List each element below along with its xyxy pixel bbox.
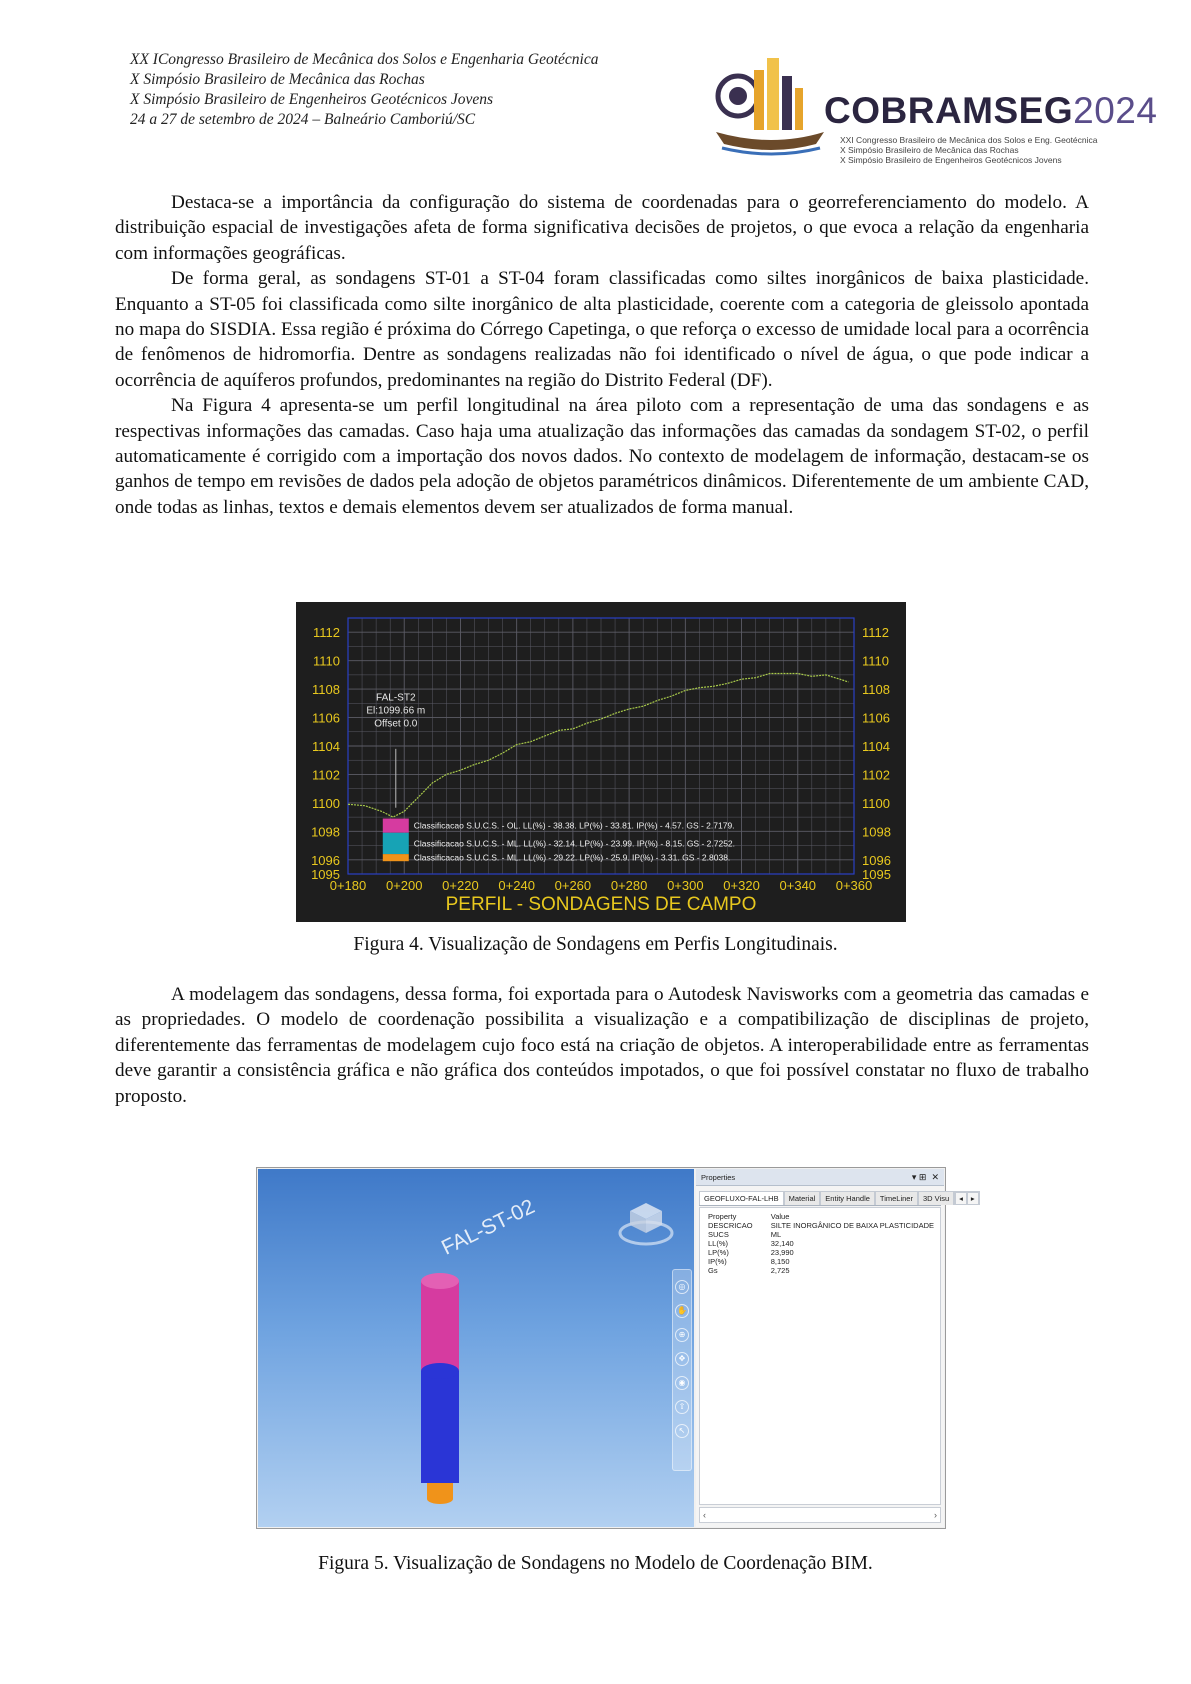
y-tick-label-right: 1095 bbox=[862, 867, 891, 882]
3d-viewport[interactable] bbox=[258, 1169, 694, 1527]
conference-header bbox=[130, 50, 730, 130]
y-tick-label-left: 1112 bbox=[313, 625, 340, 641]
property-name: SUCS bbox=[708, 1230, 729, 1239]
header-line: X Simpósio Brasileiro de Engenheiros Geotécnicos Jovens bbox=[130, 91, 494, 108]
tab-material[interactable]: Material bbox=[784, 1191, 821, 1205]
pan-icon[interactable]: ✋ bbox=[675, 1304, 689, 1318]
properties-table bbox=[706, 1212, 936, 1275]
select-icon[interactable]: ↖ bbox=[675, 1424, 689, 1438]
y-tick-label-right: 1106 bbox=[862, 710, 890, 726]
paragraph: A modelagem das sondagens, dessa forma, foi exportada para o Autodesk Navisworks com a geometria das camadas e as propriedades. O modelo de coordenação possibilita a visualização e a compatibilização de disciplinas de projeto, diferentemente das ferramentas de modelagem cujo foco está na criação de objetos. A interoperabilidade entre as ferramentas deve garantir a consistência gráfica e não gráfica dos conteúdos impotados, o que foi possível constatar no fluxo de trabalho proposto. bbox=[115, 984, 1089, 1107]
scroll-right-icon[interactable]: › bbox=[934, 1510, 937, 1520]
property-value: 2,725 bbox=[770, 1266, 790, 1275]
y-tick-label-right: 1108 bbox=[862, 682, 890, 698]
tab-geofluxo[interactable]: GEOFLUXO-FAL-LHB bbox=[699, 1191, 784, 1205]
table-header-row bbox=[706, 1212, 936, 1221]
figure-5-navisworks-screenshot bbox=[256, 1167, 975, 1529]
tab-entity-handle[interactable]: Entity Handle bbox=[820, 1191, 875, 1205]
table-row[interactable] bbox=[706, 1230, 936, 1239]
body-text-mid bbox=[115, 982, 1089, 1109]
cobramseg-logo bbox=[712, 48, 1158, 168]
y-tick-label-left: 1108 bbox=[312, 682, 340, 698]
x-tick-label: 0+280 bbox=[610, 878, 648, 893]
logo-subtitle-line: X Simpósio Brasileiro de Engenheiros Geotécnicos Jovens bbox=[840, 155, 1062, 165]
property-name: Gs bbox=[708, 1266, 718, 1275]
y-tick-label-left: 1106 bbox=[312, 710, 340, 726]
properties-panel bbox=[696, 1169, 975, 1527]
header-line: 24 a 27 de setembro de 2024 – Balneário Camboriú/SC bbox=[130, 111, 476, 128]
chart-title: PERFIL - SONDAGENS DE CAMPO bbox=[445, 894, 757, 915]
table-row[interactable] bbox=[706, 1266, 936, 1275]
x-tick-label: 0+180 bbox=[329, 878, 367, 893]
property-name: DESCRICAO bbox=[708, 1221, 753, 1230]
borehole-cylinder[interactable] bbox=[405, 1259, 475, 1509]
logo-emblem-icon bbox=[712, 48, 832, 168]
y-tick-label-right: 1112 bbox=[862, 625, 889, 641]
header-line: X Simpósio Brasileiro de Mecânica das Rochas bbox=[130, 71, 425, 88]
properties-grid bbox=[699, 1207, 941, 1505]
borehole-label-text: FAL-ST2 bbox=[376, 692, 416, 704]
header-line: XX ICongresso Brasileiro de Mecânica dos Solos e Engenharia Geotécnica bbox=[130, 51, 599, 68]
profile-chart-svg bbox=[296, 602, 906, 922]
borehole-label: FAL-ST-02 bbox=[438, 1194, 539, 1260]
layer-label: Classificacao S.U.C.S. - OL. LL(%) - 38.38. LP(%) - 33.81. IP(%) - 4.57. GS - 2.7179. bbox=[413, 820, 735, 831]
y-tick-label-left: 1098 bbox=[311, 824, 340, 840]
y-tick-label-left: 1102 bbox=[312, 767, 340, 783]
tab-timeliner[interactable]: TimeLiner bbox=[875, 1191, 918, 1205]
property-name: IP(%) bbox=[708, 1257, 727, 1266]
paragraph: Na Figura 4 apresenta-se um perfil longitudinal na área piloto com a representação de uma das sondagens e as respectivas informações das camadas. Caso haja uma atualização das informações das camadas da sondagem ST-02, o perfil automaticamente é corrigido com a importação dos novos dados. No contexto de modelagem de informação, destacam-se os ganhos de tempo em revisões de dados pela adoção de objetos paramétricos dinâmicos. Diferentemente de um ambiente CAD, onde todas as linhas, textos e demais elementos devem ser atualizados de forma manual. bbox=[115, 395, 1089, 518]
property-name: LP(%) bbox=[708, 1248, 729, 1257]
viewcube-icon[interactable] bbox=[618, 1197, 674, 1247]
figure-4-caption: Figura 4. Visualização de Sondagens em Perfis Longitudinais. bbox=[353, 934, 838, 955]
y-tick-label-right: 1110 bbox=[862, 653, 889, 669]
property-value: 23,990 bbox=[770, 1248, 794, 1257]
logo-wordmark bbox=[824, 90, 1157, 132]
properties-title-bar bbox=[696, 1169, 944, 1186]
y-tick-label-left: 1095 bbox=[311, 867, 340, 882]
figure-5-caption: Figura 5. Visualização de Sondagens no Modelo de Coordenação BIM. bbox=[318, 1553, 873, 1574]
x-tick-label: 0+340 bbox=[779, 878, 817, 893]
borehole-label-text: Offset 0.0 bbox=[374, 718, 418, 730]
column-header-value[interactable]: Value bbox=[770, 1212, 790, 1221]
y-tick-label-right: 1102 bbox=[862, 767, 890, 783]
logo-name: COBRAMSEG bbox=[824, 90, 1074, 131]
borehole-layer-rect bbox=[383, 833, 409, 854]
borehole-layer-top bbox=[421, 1281, 459, 1371]
walk-icon[interactable]: ⇧ bbox=[675, 1400, 689, 1414]
column-header-property[interactable]: Property bbox=[708, 1212, 737, 1221]
borehole-layer-mid-edge bbox=[421, 1363, 459, 1379]
zoom-icon[interactable]: ⊕ bbox=[675, 1328, 689, 1342]
property-name: LL(%) bbox=[708, 1239, 729, 1248]
properties-tabs bbox=[699, 1191, 975, 1206]
logo-subtitle bbox=[840, 135, 1098, 165]
navigation-bar[interactable] bbox=[672, 1269, 692, 1471]
steering-wheel-icon[interactable]: ◎ bbox=[675, 1280, 689, 1294]
y-tick-label-left: 1110 bbox=[313, 653, 340, 669]
layer-label: Classificacao S.U.C.S. - ML. LL(%) - 29.22. LP(%) - 25.9. IP(%) - 3.31. GS - 2.8038. bbox=[413, 852, 731, 863]
paragraph: De forma geral, as sondagens ST-01 a ST-04 foram classificadas como siltes inorgânicos de baixa plasticidade. Enquanto a ST-05 foi classificada como silte inorgânico de alta plasticidade, coerente com a categoria de gleissolo apontada no mapa do SISDIA. Essa região é próxima do Córrego Capetinga, o que reforça o excesso de umidade local para a ocorrência de fenômenos de hidromorfia. Dentre as sondagens realizadas não foi identificado o nível de água, o que pode indicar a ocorrência de aquíferos profundos, predominantes na região do Distrito Federal (DF). bbox=[115, 268, 1089, 391]
y-tick-label-right: 1098 bbox=[862, 824, 891, 840]
property-value: SILTE INORGÂNICO DE BAIXA PLASTICIDADE bbox=[770, 1221, 934, 1230]
borehole-base bbox=[427, 1494, 453, 1504]
layer-label: Classificacao S.U.C.S. - ML. LL(%) - 32.14. LP(%) - 23.99. IP(%) - 8.15. GS - 2.7252. bbox=[413, 838, 736, 849]
tab-left-arrow-icon[interactable]: ◂ bbox=[955, 1192, 967, 1205]
logo-subtitle-line: XXI Congresso Brasileiro de Mecânica dos Solos e Eng. Geotécnica bbox=[840, 135, 1098, 145]
borehole-layer-mid bbox=[421, 1371, 459, 1483]
orbit-icon[interactable]: ✥ bbox=[675, 1352, 689, 1366]
y-tick-label-right: 1096 bbox=[862, 852, 891, 868]
close-icon[interactable]: ✕ bbox=[931, 1171, 939, 1182]
x-tick-label: 0+220 bbox=[442, 878, 479, 893]
scroll-left-icon[interactable]: ‹ bbox=[703, 1510, 706, 1520]
pin-icon[interactable]: ▾ ⊞ bbox=[911, 1171, 927, 1182]
x-tick-label: 0+300 bbox=[667, 878, 704, 893]
property-value: ML bbox=[770, 1230, 782, 1239]
property-value: 8,150 bbox=[770, 1257, 790, 1266]
body-text-top bbox=[115, 190, 1089, 520]
x-tick-label: 0+260 bbox=[554, 878, 592, 893]
y-tick-label-left: 1096 bbox=[311, 852, 340, 868]
x-tick-label: 0+360 bbox=[835, 878, 873, 893]
horizontal-scrollbar[interactable] bbox=[699, 1507, 941, 1523]
properties-title: Properties bbox=[701, 1172, 736, 1182]
table-row[interactable] bbox=[706, 1248, 936, 1257]
table-row[interactable] bbox=[706, 1221, 936, 1230]
table-row[interactable] bbox=[706, 1257, 936, 1266]
paragraph: Destaca-se a importância da configuração do sistema de coordenadas para o georreferenciamento do modelo. A distribuição espacial de investigações afeta de forma significativa decisões de projetos, o que evoca a relação da engenharia com informações geográficas. bbox=[115, 192, 1089, 264]
x-tick-label: 0+200 bbox=[385, 878, 423, 893]
table-row[interactable] bbox=[706, 1239, 936, 1248]
borehole-label-text: El:1099.66 m bbox=[366, 705, 426, 717]
y-tick-label-right: 1104 bbox=[862, 739, 890, 754]
borehole-layer-rect bbox=[383, 854, 409, 861]
tab-scroll-arrows bbox=[954, 1191, 980, 1205]
x-tick-label: 0+320 bbox=[723, 878, 760, 893]
y-tick-label-left: 1104 bbox=[312, 739, 340, 754]
y-tick-label-right: 1100 bbox=[862, 795, 890, 811]
borehole-cap bbox=[421, 1273, 459, 1289]
look-icon[interactable]: ◉ bbox=[675, 1376, 689, 1390]
logo-year: 2024 bbox=[1073, 90, 1158, 131]
tab-3d-visu[interactable]: 3D Visu bbox=[918, 1191, 954, 1205]
y-tick-label-left: 1100 bbox=[312, 795, 340, 811]
property-value: 32,140 bbox=[770, 1239, 794, 1248]
x-tick-label: 0+240 bbox=[498, 878, 535, 893]
tab-right-arrow-icon[interactable]: ▸ bbox=[967, 1192, 979, 1205]
logo-subtitle-line: X Simpósio Brasileiro de Mecânica das Rochas bbox=[840, 145, 1019, 155]
figure-4-profile-chart bbox=[296, 602, 906, 922]
borehole-layer-rect bbox=[383, 819, 409, 833]
